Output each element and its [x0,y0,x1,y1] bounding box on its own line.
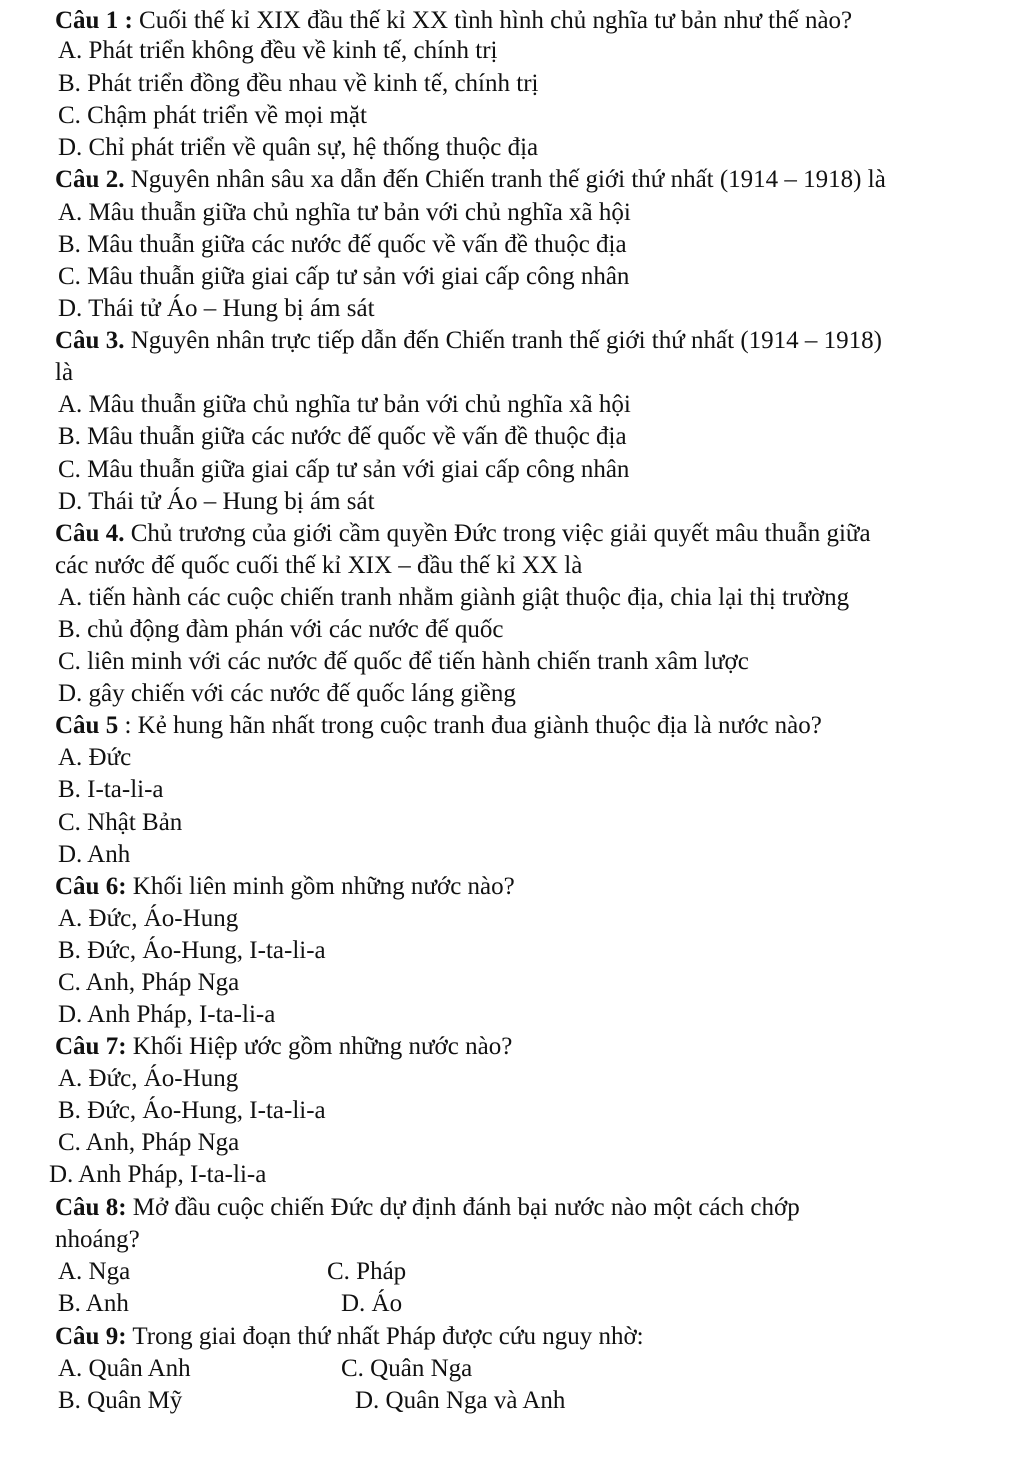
question-3-option-b: B. Mâu thuẫn giữa các nước đế quốc về vấn đề thuộc địa [58,423,627,450]
question-2-option-d: D. Thái tử Áo – Hung bị ám sát [58,295,375,322]
question-label: Câu 9: [55,1323,127,1350]
question-3-stem [55,326,882,356]
question-text: Nguyên nhân sâu xa dẫn đến Chiến tranh thế giới thứ nhất (1914 – 1918) là [124,166,886,193]
question-4-option-d: D. gây chiến với các nước đế quốc láng giềng [58,680,516,707]
question-8-stem-cont: nhoáng? [55,1226,140,1253]
question-4-option-a: A. tiến hành các cuộc chiến tranh nhằm giành giật thuộc địa, chia lại thị trường [58,584,850,611]
question-label: Câu 7: [55,1033,127,1060]
question-text: Khối Hiệp ước gồm những nước nào? [126,1033,513,1060]
question-7-option-d: D. Anh Pháp, I-ta-li-a [49,1161,267,1188]
question-9-option-d: D. Quân Nga và Anh [355,1387,566,1414]
question-8-option-c: C. Pháp [327,1258,407,1285]
question-label: Câu 1 : [55,7,133,34]
question-4-stem [55,519,871,549]
question-3-option-a: A. Mâu thuẫn giữa chủ nghĩa tư bản với chủ nghĩa xã hội [58,391,631,418]
question-7-option-a: A. Đức, Áo-Hung [58,1065,239,1092]
question-9-option-b: B. Quân Mỹ [58,1387,183,1414]
question-8-option-b: B. Anh [58,1290,129,1317]
question-2-option-c: C. Mâu thuẫn giữa giai cấp tư sản với giai cấp công nhân [58,263,630,290]
question-5-option-b: B. I-ta-li-a [58,776,164,803]
question-7-option-c: C. Anh, Pháp Nga [58,1129,240,1156]
question-1-option-d: D. Chỉ phát triển về quân sự, hệ thống thuộc địa [58,134,539,161]
question-9-option-a: A. Quân Anh [58,1355,191,1382]
question-6-stem [55,872,515,902]
question-8-stem [55,1193,977,1223]
question-8-stem-first-line [55,1193,800,1223]
question-1-option-c: C. Chậm phát triển về mọi mặt [58,102,367,129]
question-8-option-a: A. Nga [58,1258,131,1285]
question-label: Câu 2. [55,166,125,193]
question-4-stem-cont: các nước đế quốc cuối thế kỉ XIX – đầu thế kỉ XX là [55,552,583,579]
question-3-option-c: C. Mâu thuẫn giữa giai cấp tư sản với giai cấp công nhân [58,456,630,483]
question-text: : Kẻ hung hãn nhất trong cuộc tranh đua giành thuộc địa là nước nào? [118,712,822,739]
question-label: Câu 8: [55,1194,127,1221]
question-label: Câu 4. [55,520,125,547]
question-label: Câu 5 [55,712,119,739]
question-5-option-a: A. Đức [58,744,132,771]
question-2-stem [55,165,886,195]
question-6-option-a: A. Đức, Áo-Hung [58,905,239,932]
question-1-option-a: A. Phát triển không đều về kinh tế, chính trị [58,37,498,64]
question-6-option-d: D. Anh Pháp, I-ta-li-a [58,1001,276,1028]
question-3-option-d: D. Thái tử Áo – Hung bị ám sát [58,488,375,515]
question-text: Cuối thế kỉ XIX đầu thế kỉ XX tình hình chủ nghĩa tư bản như thế nào? [132,7,853,34]
question-2-option-a: A. Mâu thuẫn giữa chủ nghĩa tư bản với chủ nghĩa xã hội [58,199,631,226]
question-label: Câu 6: [55,873,127,900]
question-text: Mở đầu cuộc chiến Đức dự định đánh bại nước nào một cách chớp [126,1194,800,1221]
question-4-option-b: B. chủ động đàm phán với các nước đế quốc [58,616,504,643]
question-6-option-c: C. Anh, Pháp Nga [58,969,240,996]
question-5-stem [55,711,822,741]
question-text: Khối liên minh gồm những nước nào? [126,873,515,900]
question-2-option-b: B. Mâu thuẫn giữa các nước đế quốc về vấn đề thuộc địa [58,231,627,258]
question-6-option-b: B. Đức, Áo-Hung, I-ta-li-a [58,937,326,964]
question-5-option-c: C. Nhật Bản [58,809,183,836]
question-4-option-c: C. liên minh với các nước đế quốc để tiến hành chiến tranh xâm lược [58,648,749,675]
question-text: Trong giai đoạn thứ nhất Pháp được cứu nguy nhờ: [126,1323,644,1350]
question-9-stem [55,1322,644,1352]
question-1-stem [55,6,852,36]
question-text: Chủ trương của giới cầm quyền Đức trong việc giải quyết mâu thuẫn giữa [124,520,871,547]
question-7-stem [55,1032,512,1062]
question-1-option-b: B. Phát triển đồng đều nhau về kinh tế, chính trị [58,70,539,97]
question-label: Câu 3. [55,327,125,354]
question-9-option-c: C. Quân Nga [341,1355,473,1382]
question-3-stem-cont: là [55,359,74,386]
question-5-option-d: D. Anh [58,841,131,868]
question-text: Nguyên nhân trực tiếp dẫn đến Chiến tranh thế giới thứ nhất (1914 – 1918) [124,327,882,354]
question-7-option-b: B. Đức, Áo-Hung, I-ta-li-a [58,1097,326,1124]
question-8-option-d: D. Áo [341,1290,403,1317]
